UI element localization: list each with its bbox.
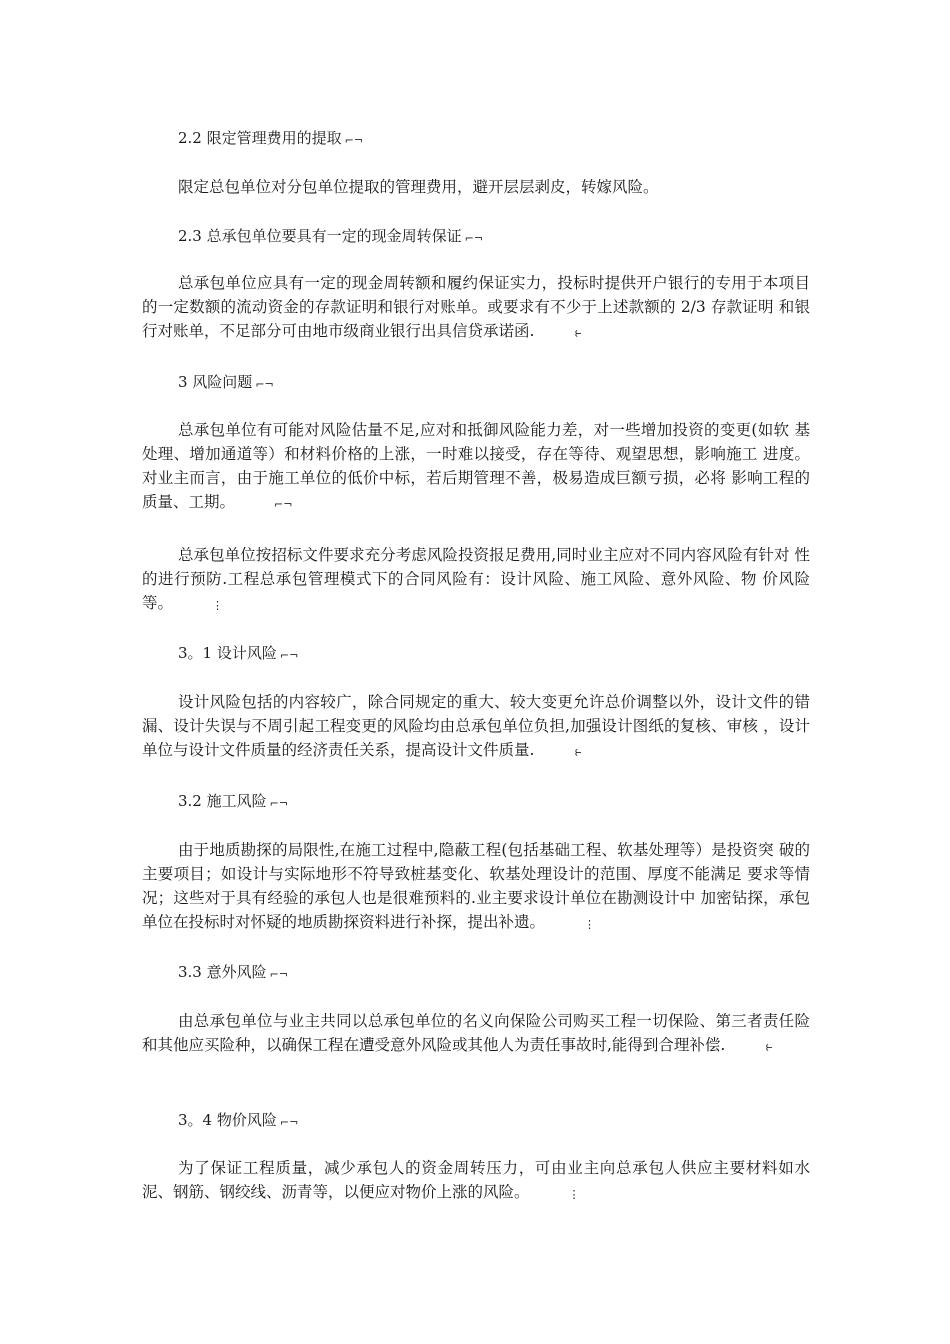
paragraph-mark-icon: ⌐¬ bbox=[279, 649, 299, 662]
paragraph-mark-icon: ⌐¬ bbox=[269, 968, 289, 981]
paragraph-mark-icon: ⋮ bbox=[568, 1188, 580, 1201]
paragraph-mark-icon: ⥼ bbox=[764, 1041, 774, 1054]
paragraph-risk-types: 总承包单位按招标文件要求充分考虑风险投资报足费用,同时业主应对不同内容风险有针对 性的进行预防.工程总承包管理模式下的合同风险有：设计风险、施工风险、意外风险、物 价风险等。 ⋮ bbox=[142, 543, 810, 618]
section-heading-3: 3 风险问题 ⌐¬ bbox=[178, 372, 274, 395]
paragraph-price-risk: 为了保证工程质量，减少承包人的资金周转压力，可由业主向总承包人供应主要材料如水 泥、钢筋、钢绞线、沥青等，以便应对物价上涨的风险。 ⋮ bbox=[142, 1156, 810, 1207]
section-heading-3-3: 3.3 意外风险 ⌐¬ bbox=[178, 962, 288, 985]
paragraph-mark-icon: ⌐¬ bbox=[279, 1116, 299, 1129]
section-heading-3-2: 3.2 施工风险 ⌐¬ bbox=[178, 791, 288, 814]
section-heading-2-3: 2.3 总承包单位要具有一定的现金周转保证 ⌐¬ bbox=[178, 226, 483, 249]
paragraph-construction-risk: 由于地质勘探的局限性,在施工过程中,隐蔽工程(包括基础工程、软基处理等）是投资突 破的主要项目；如设计与实际地形不符导致桩基变化、软基处理设计的范围、厚度不能满足 要求等情况；这些对于具有经验的承包人也是很难预料的.业主要求设计单位在勘测设计中 加密钻探，承包单位在投标时对怀疑的地质勘探资料进行补探，提出补遗。 ⋮ bbox=[142, 838, 810, 937]
paragraph-mark-icon: ⋮ bbox=[212, 599, 224, 612]
paragraph-mark-icon: ⌐¬ bbox=[344, 134, 364, 147]
section-heading-3-1: 3。1 设计风险 ⌐¬ bbox=[178, 643, 298, 666]
paragraph-mark-icon: ⌐¬ bbox=[269, 797, 289, 810]
paragraph-design-risk: 设计风险包括的内容较广，除合同规定的重大、较大变更允许总价调整以外，设计文件的错 漏、设计失误与不周引起工程变更的风险均由总承包单位负担,加强设计图纸的复核、审核 ，设计单位与设计文件质量的经济责任关系，提高设计文件质量. ⥼ bbox=[142, 690, 810, 765]
paragraph-risk-assessment: 总承包单位有可能对风险估量不足,应对和抵御风险能力差，对一些增加投资的变更(如软 基处理、增加通道等）和材料价格的上涨，一时难以接受，存在等待、观望思想，影响施工 进度。对业主而言，由于施工单位的低价中标，若后期管理不善，极易造成巨额亏损，必将 影响工程的质量、工期。 ⌐¬ bbox=[142, 418, 810, 517]
section-heading-2-2: 2.2 限定管理费用的提取 ⌐¬ bbox=[178, 128, 363, 151]
paragraph-mark-icon: ⥼ bbox=[573, 746, 583, 759]
paragraph-mark-icon: ⌐¬ bbox=[464, 232, 484, 245]
paragraph-mark-icon: ⌐¬ bbox=[274, 498, 293, 511]
paragraph-accident-risk: 由总承包单位与业主共同以总承包单位的名义向保险公司购买工程一切保险、第三者责任险 和其他应买险种，以确保工程在遭受意外风险或其他人为责任事故时,能得到合理补偿. ⥼ bbox=[142, 1009, 810, 1060]
paragraph-mark-icon: ⥼ bbox=[573, 327, 583, 340]
paragraph-mark-icon: ⌐¬ bbox=[255, 378, 274, 391]
paragraph-cash-guarantee: 总承包单位应具有一定的现金周转额和履约保证实力，投标时提供开户银行的专用于本项目 的一定数额的流动资金的存款证明和银行对账单。或要求有不少于上述款额的 2/3 存款证明 和银行对账单，不足部分可由地市级商业银行出具信贷承诺函. ⥼ bbox=[142, 271, 810, 346]
paragraph-management-fee: 限定总包单位对分包单位提取的管理费用，避开层层剥皮，转嫁风险。 bbox=[178, 178, 659, 196]
paragraph-mark-icon: ⋮ bbox=[584, 918, 596, 931]
section-heading-3-4: 3。4 物价风险 ⌐¬ bbox=[178, 1110, 298, 1133]
